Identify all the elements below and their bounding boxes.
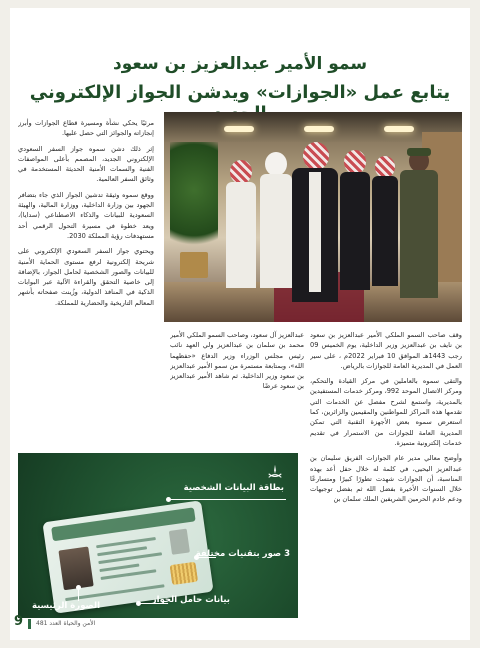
- ceiling-lamp: [304, 126, 334, 132]
- ceiling-lamp: [384, 126, 414, 132]
- text-column-right: [310, 330, 462, 630]
- card-chip: [170, 562, 199, 585]
- ceremony-photo: [164, 112, 462, 322]
- photo-plant: [170, 142, 218, 262]
- label-three-photos: 3 صور بتقنيات مختلفة: [195, 549, 290, 559]
- photo-person: [372, 156, 398, 286]
- article-page: [10, 8, 470, 640]
- paragraph: ويحتوي جواز السفر السعودي الإلكتروني على شريحة إلكترونية لرفع مستوى الحماية الأمنية للبيانات والصور الشخصية لحامل الجواز، بالإضافة إلى خاصية التحقق والقراءة الآلية عبر البوابات الذكية في المنافذ الدولية، وزُينت صفحاته بأشهر المعالم التاريخية والحضارية للمملكة.: [18, 247, 154, 307]
- card-ghost-portrait: [169, 529, 190, 555]
- text-column-left: [18, 118, 154, 418]
- paragraph: عبدالعزيز آل سعود، وصاحب السمو الملكي الأمير محمد بن سلمان بن عبدالعزيز ولي العهد نائب رئيس مجلس الوزراء وزير الدفاع «حفظهما الله»، وبمتابعة مستمرة من سمو الأمير عبدالعزيز بن سعود وزير الداخلية. ثم شاهد الأمير عبدالعزيز بن سعود عرضًا: [170, 331, 304, 391]
- passport-id-infographic: [18, 453, 298, 618]
- label-personal-data-card: بطاقة البيانات الشخصية: [183, 483, 284, 493]
- page-number: 9: [14, 614, 24, 629]
- photo-person: [340, 150, 370, 290]
- paragraph: ووقع سموه وثيقة تدشين الجواز الذي جاء بتضافر الجهود بين وزارة الداخلية، ووزارة المالية، والهيئة السعودية للبيانات والذكاء الاصطناعي (سدايا)، ويعد خطوة في مسيرة التحول الرقمي أحد مستهدفات رؤية المملكة 2030.: [18, 190, 154, 240]
- footer-accent-bar: [28, 619, 31, 629]
- paragraph: وأوضح معالي مدير عام الجوازات الفريق سليمان بن عبدالعزيز اليحيى، في كلمة له خلال حفل أعد بهذه المناسبة، أن الجوازات شهدت تطورًا كبيرًا ومتسارعًا خلال السنوات الأخيرة بفضل الله ثم بفضل توجيهات ودعم خادم الحرمين الشريفين الملك سلمان بن: [310, 454, 462, 504]
- photo-person: [226, 160, 256, 288]
- text-column-middle: [170, 330, 304, 424]
- saudi-emblem-icon: [266, 463, 284, 481]
- magazine-name: الأمن والحياة العدد 481: [36, 620, 96, 627]
- label-holder-data: بيانات حامل الجواز: [151, 595, 230, 605]
- label-main-photo: الصورة الرئيسية: [32, 601, 101, 611]
- paragraph: مرئيًا يحكي نشأة ومسيرة قطاع الجوازات وأبرز إنجازاته والجوائز التي حصل عليها.: [18, 119, 154, 138]
- photo-person: [260, 152, 292, 288]
- photo-plant-pot: [180, 252, 208, 278]
- article-title-line1: سمو الأمير عبدالعزيز بن سعود: [112, 54, 368, 74]
- card-portrait: [58, 546, 93, 590]
- article-title-line2: يتابع عمل «الجوازات» ويدشن الجواز الإلكتروني: [29, 82, 451, 103]
- photo-person-center: [292, 142, 338, 302]
- photo-person-officer: [400, 148, 438, 298]
- ceiling-lamp: [224, 126, 254, 132]
- paragraph: وقف صاحب السمو الملكي الأمير عبدالعزيز بن سعود بن نايف بن عبدالعزيز وزير الداخلية، يوم الخميس 09 رجب 1443هـ الموافق 10 فبراير 2022م ، على سير العمل في المديرية العامة للجوازات بالرياض.: [310, 331, 462, 370]
- paragraph: إثر ذلك دشن سموه جواز السفر السعودي الإلكتروني الجديد، المصمم بأعلى المواصفات الفنية والسمات الأمنية الحديثة المستخدمة في وثائق السفر العالمية.: [18, 144, 154, 184]
- paragraph: والتقى سموه بالعاملين في مركز القيادة والتحكم، ومركز الاتصال الموحد 992، ومركز خدمات المستفيدين بالمديرية، واستمع لشرح مفصل عن الخدمات التي تقدمها هذه المراكز للمواطنين والمقيمين والزائرين، كما استعرض سموه بعض الأجهزة التقنية التي تمكن المديرية العامة للجوازات من الاستمرار في تقديم خدمات إلكترونية متميزة.: [310, 377, 462, 447]
